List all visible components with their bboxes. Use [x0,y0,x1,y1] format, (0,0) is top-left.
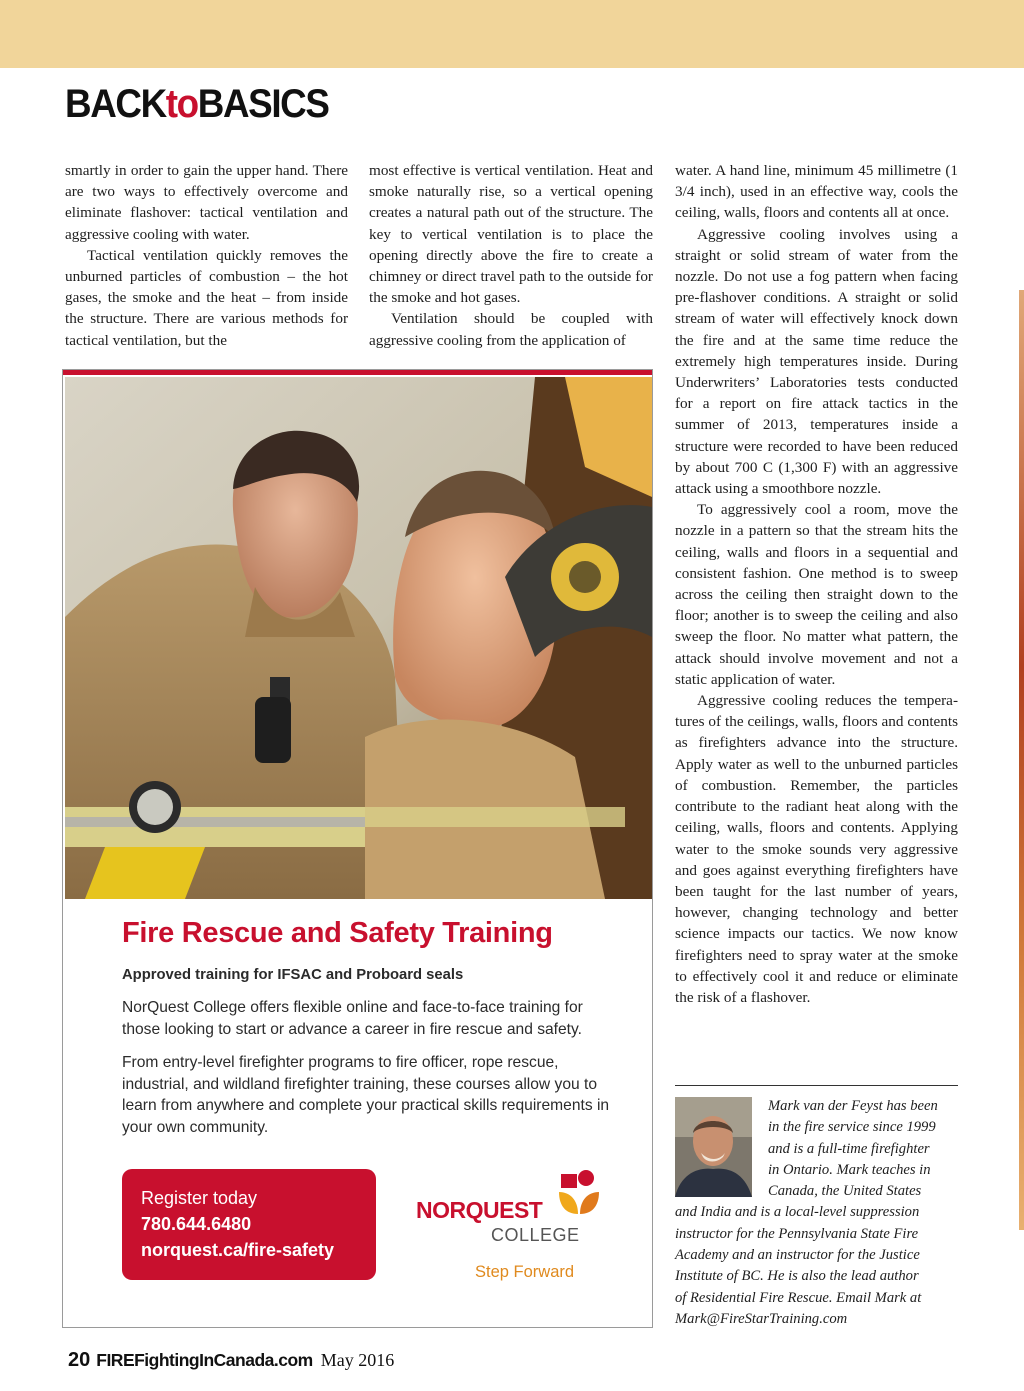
cta-phone[interactable]: 780.644.6480 [141,1214,252,1234]
article-column-2 [369,160,653,351]
logo-subtext: COLLEGE [491,1225,580,1245]
cta-url[interactable]: norquest.ca/fire-safety [141,1240,335,1260]
bio-line: in the fire service since 1999 [768,1119,936,1136]
ad-paragraph: From entry-level firefighter programs to fire officer, rope rescue, industrial, and wildland firefighter training, these courses allow you to learn from anywhere and complete your practical skills requirements in your own community. [122,1054,610,1136]
logo-wordmark: NORQUEST [416,1197,543,1223]
paragraph: To aggressively cool a room, move the nozzle in a pattern so that the stream hits the ceiling, walls and floors in a sequential and consistent fashion. One method is to sweep across the ceiling then straight down to the floor; another is to sweep the ceiling and also sweep the floor. No matter what pattern, the attack should involve movement and not a static application of water. [675,501,958,688]
page-number: 20 [68,1349,91,1371]
paragraph: smartly in order to gain the upper hand. There are two ways to effectively overcome and eliminate flashover: tactical ventilation and aggressive cooling with water. [65,162,348,243]
bio-line: instructor for the Pennsylvania State Fire [675,1225,919,1242]
paragraph: most effective is vertical ventilation. Heat and smoke naturally rise, so a vertical opening creates a natural path out of the structure. The key to vertical ventilation is to place the opening directly above the fire to create a chimney or direct travel path to the outside for the smoke and hot gases. [369,162,653,307]
bio-line: and India and is a local-level suppression [675,1204,920,1221]
paragraph: Aggressive cooling involves using a straight or solid stream of water from the nozzle. Do not use a fog pattern when facing pre-flashover conditions. A straight or solid stream of water will effectively knock down the fire and at the same time reduce the extremely high temperatures inside. During Underwriters’ Laboratories tests conducted for a report on fire attack tactics in the summer of 2013, temperatures inside a structure were recorded to have been reduced by about 700 C (1,300 F) with an aggressive attack using a smoothbore nozzle. [675,225,958,498]
page-footer [68,1349,394,1372]
bio-line: and is a full-time firefighter [768,1140,930,1157]
paragraph: Tactical ventilation quickly removes the unburned particles of combustion – the hot gases, the smoke and the heat – from inside the structure. There are various methods for tactical ventilation, but the [65,246,348,349]
bio-line: Institute of BC. He is also the lead author [675,1268,919,1285]
cta-register-label[interactable]: Register today [141,1188,258,1208]
article-column-1 [65,160,348,351]
bio-divider [675,1085,958,1086]
norquest-flower-icon [556,1168,602,1228]
ad-headline: Fire Rescue and Safety Training [122,917,553,949]
ad-paragraph: NorQuest College offers flexible online and face-to-face training for those looking to start or advance a career in fire rescue and safety. [122,999,583,1038]
ad-copy [122,915,622,1138]
site-name-link[interactable]: FIREFightingInCanada.com [96,1350,313,1370]
ad-tagline: Step Forward [475,1263,575,1281]
register-cta-box[interactable] [122,1169,376,1280]
author-bio [675,1096,958,1330]
ad-subheadline: Approved training for IFSAC and Proboard seals [122,967,464,983]
bio-line: Mark van der Feyst has been [768,1098,938,1114]
paragraph: Aggressive cooling reduces the temperatures of the ceilings, walls, floors and contents as firefighters advance into the structure. Apply water as well to the unburned particles of combustion. Remember, the particles contribute to the radiant heat along with the ceiling, walls, floors and contents. Applying water to the smoke sounds very aggressive and goes against everything firefighters have been taught for the last number of years, however, changing technology and better science impacts our tactics. We now know firefighters need to spray water at the smoke to effectively cool it and reduce or eliminate the risk of a flashover. [675,692,958,1006]
page-edge-strip [1019,290,1024,1230]
bio-line: in Ontario. Mark teaches in [768,1161,931,1178]
bio-line: of Residential Fire Rescue. Email Mark at [675,1289,922,1306]
author-email-link[interactable]: Mark@FireStarTraining.com [675,1310,848,1327]
bio-line: Canada, the United States [768,1183,922,1200]
top-color-band [0,0,1024,68]
bio-line: Academy and an instructor for the Justice [675,1247,920,1264]
issue-date: May 2016 [320,1350,395,1370]
article-column-3 [675,160,958,1008]
ad-top-rule [63,370,652,375]
firefighters-photo [65,377,652,899]
paragraph: Ventilation should be coupled with aggressive cooling from the application of [369,310,653,349]
section-title: BACKtoBASICS [65,82,329,126]
norquest-advertisement[interactable] [62,369,653,1328]
paragraph: water. A hand line, minimum 45 millimetre (1 3/4 inch), used in an effective way, cools the ceiling, walls, floors and contents all at once. [675,162,958,222]
